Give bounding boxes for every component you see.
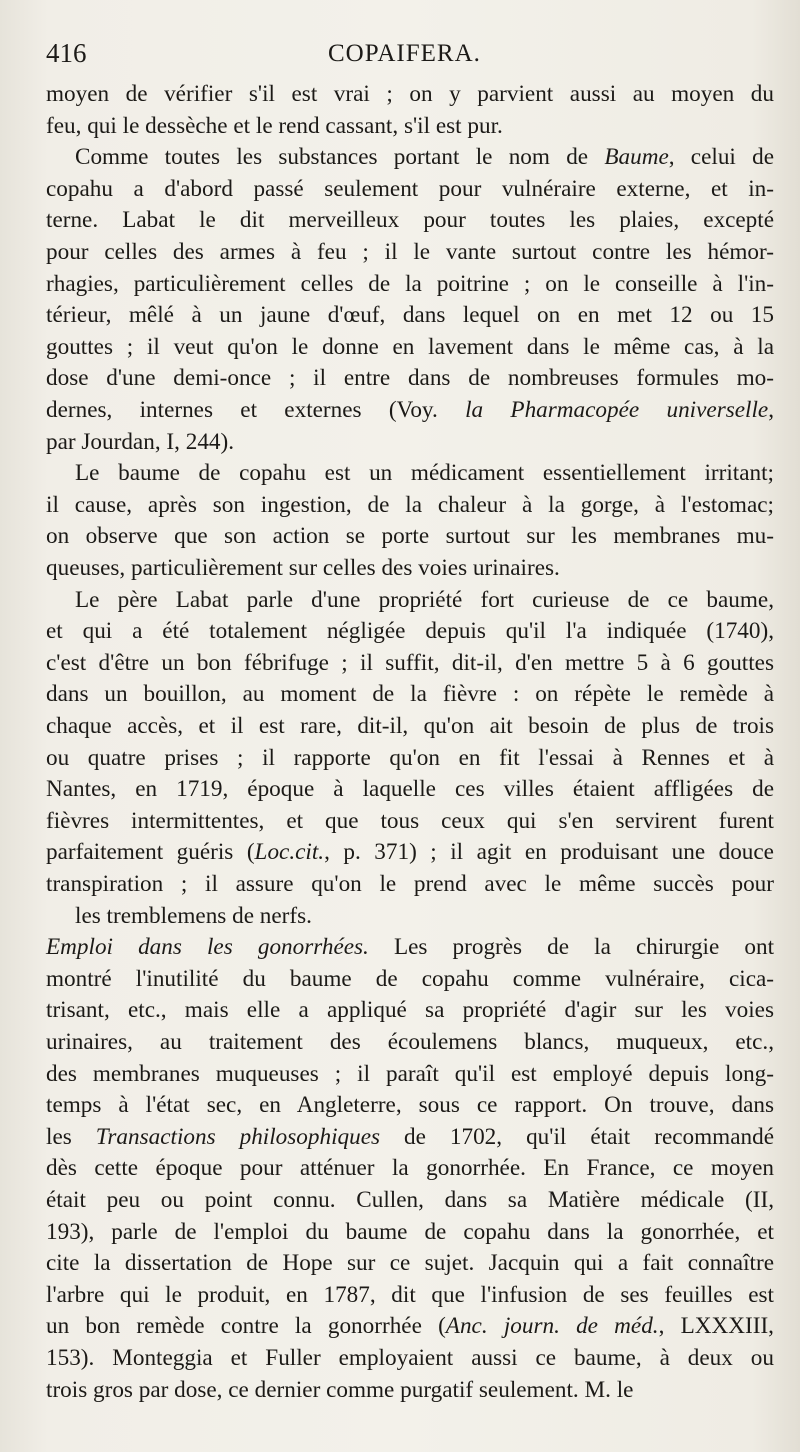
text-line: 193), parle de l'emploi du baume de copahu dans la gonorrhée, et: [46, 1218, 774, 1245]
text-line: copahu a d'abord passé seulement pour vulnéraire externe, et in-: [46, 175, 774, 202]
text-line: on observe que son action se porte surtout sur les membranes mu-: [46, 523, 774, 550]
text-line: moyen de vérifier s'il est vrai ; on y parvient aussi au moyen du: [46, 81, 774, 107]
text-line: rhagies, particulièrement celles de la poitrine ; on le conseille à l'in-: [46, 270, 774, 297]
text-line: transpiration ; il assure qu'on le prend avec le même succès pour: [46, 871, 774, 897]
text-line: pour celles des armes à feu ; il le vante surtout contre les hémor-: [46, 239, 774, 265]
text-line: gouttes ; il veut qu'on le donne en lavement dans le même cas, à la: [46, 333, 774, 360]
text-line: trisant, etc., mais elle a appliqué sa propriété d'agir sur les voies: [46, 997, 774, 1024]
text-line: Emploi dans les gonorrhées. Les progrès de la chirurgie ont: [46, 934, 775, 961]
text-line: queuses, particulièrement sur celles des voies urinaires.: [46, 555, 560, 581]
text-line: temps à l'état sec, en Angleterre, sous ce rapport. On trouve, dans: [46, 1092, 774, 1119]
italic-span: Emploi dans les gonorrhées.: [46, 934, 369, 961]
text-line: les Transactions philosophiques de 1702, qu'il était recommandé: [46, 1123, 774, 1150]
text-line: les tremblemens de nerfs.: [75, 902, 312, 929]
text-line: Nantes, en 1719, époque à laquelle ces villes étaient affligées de: [46, 776, 774, 803]
text-line: Le père Labat parle d'une propriété fort curieuse de ce baume,: [75, 586, 774, 613]
text-line: dose d'une demi-once ; il entre dans de nombreuses formules mo-: [46, 365, 774, 392]
text-line: Le baume de copahu est un médicament essentiellement irritant;: [75, 460, 774, 487]
text-line: parfaitement guéris (Loc.cit., p. 371) ; il agit en produisant une douce: [46, 839, 774, 866]
text-line: l'arbre qui le produit, en 1787, dit que l'infusion de ses feuilles est: [46, 1281, 774, 1308]
text-line: un bon remède contre la gonorrhée (Anc. journ. de méd., LXXXIII,: [46, 1313, 774, 1340]
italic-span: la Pharmacopée universelle: [465, 397, 769, 423]
italic-span: Loc.cit.: [254, 839, 325, 866]
text-line: térieur, mêlé à un jaune d'œuf, dans lequel on en met 12 ou 15: [46, 302, 774, 329]
text-line: chaque accès, et il est rare, dit-il, qu'on ait besoin de plus de trois: [46, 713, 774, 739]
text-line: dans un bouillon, au moment de la fièvre : on répète le remède à: [46, 681, 774, 708]
text-line: ou quatre prises ; il rapporte qu'on en fit l'essai à Rennes et à: [46, 744, 774, 771]
text-line: Comme toutes les substances portant le nom de Baume, celui de: [75, 144, 774, 171]
text-line: des membranes muqueuses ; il paraît qu'il est employé depuis long-: [46, 1060, 774, 1087]
text-line: trois gros par dose, ce dernier comme purgatif seulement. M. le: [46, 1376, 634, 1403]
text-line: dernes, internes et externes (Voy. la Pharmacopée universelle,: [46, 397, 775, 423]
page-number: 416: [46, 38, 87, 68]
text-line: 153). Monteggia et Fuller employaient aussi ce baume, à deux ou: [46, 1345, 774, 1371]
text-line: il cause, après son ingestion, de la chaleur à la gorge, à l'estomac;: [46, 491, 774, 518]
text-line: cite la dissertation de Hope sur ce sujet. Jacquin qui a fait connaître: [46, 1250, 774, 1277]
running-head: COPAIFERA.: [328, 40, 481, 67]
text-line: feu, qui le dessèche et le rend cassant, s'il est pur.: [46, 112, 503, 139]
text-line: était peu ou point connu. Cullen, dans sa Matière médicale (II,: [46, 1187, 774, 1213]
italic-span: Baume: [604, 144, 669, 171]
italic-span: Transactions philosophiques: [95, 1123, 381, 1150]
text-line: et qui a été totalement négligée depuis qu'il l'a indiquée (1740),: [46, 618, 774, 645]
text-line: montré l'inutilité du baume de copahu comme vulnéraire, cica-: [46, 965, 774, 992]
text-line: par Jourdan, I, 244).: [46, 428, 235, 455]
text-line: dès cette époque pour atténuer la gonorrhée. En France, ce moyen: [46, 1155, 774, 1182]
text-line: terne. Labat le dit merveilleux pour toutes les plaies, excepté: [46, 207, 774, 234]
text-line: urinaires, au traitement des écoulemens blancs, muqueux, etc.,: [46, 1029, 774, 1055]
text-line: c'est d'être un bon fébrifuge ; il suffit, dit-il, d'en mettre 5 à 6 gouttes: [46, 649, 774, 676]
italic-span: Anc. journ. de méd.: [445, 1313, 659, 1340]
text-line: fièvres intermittentes, et que tous ceux qui s'en servirent furent: [46, 807, 774, 834]
page-header: [46, 38, 786, 78]
